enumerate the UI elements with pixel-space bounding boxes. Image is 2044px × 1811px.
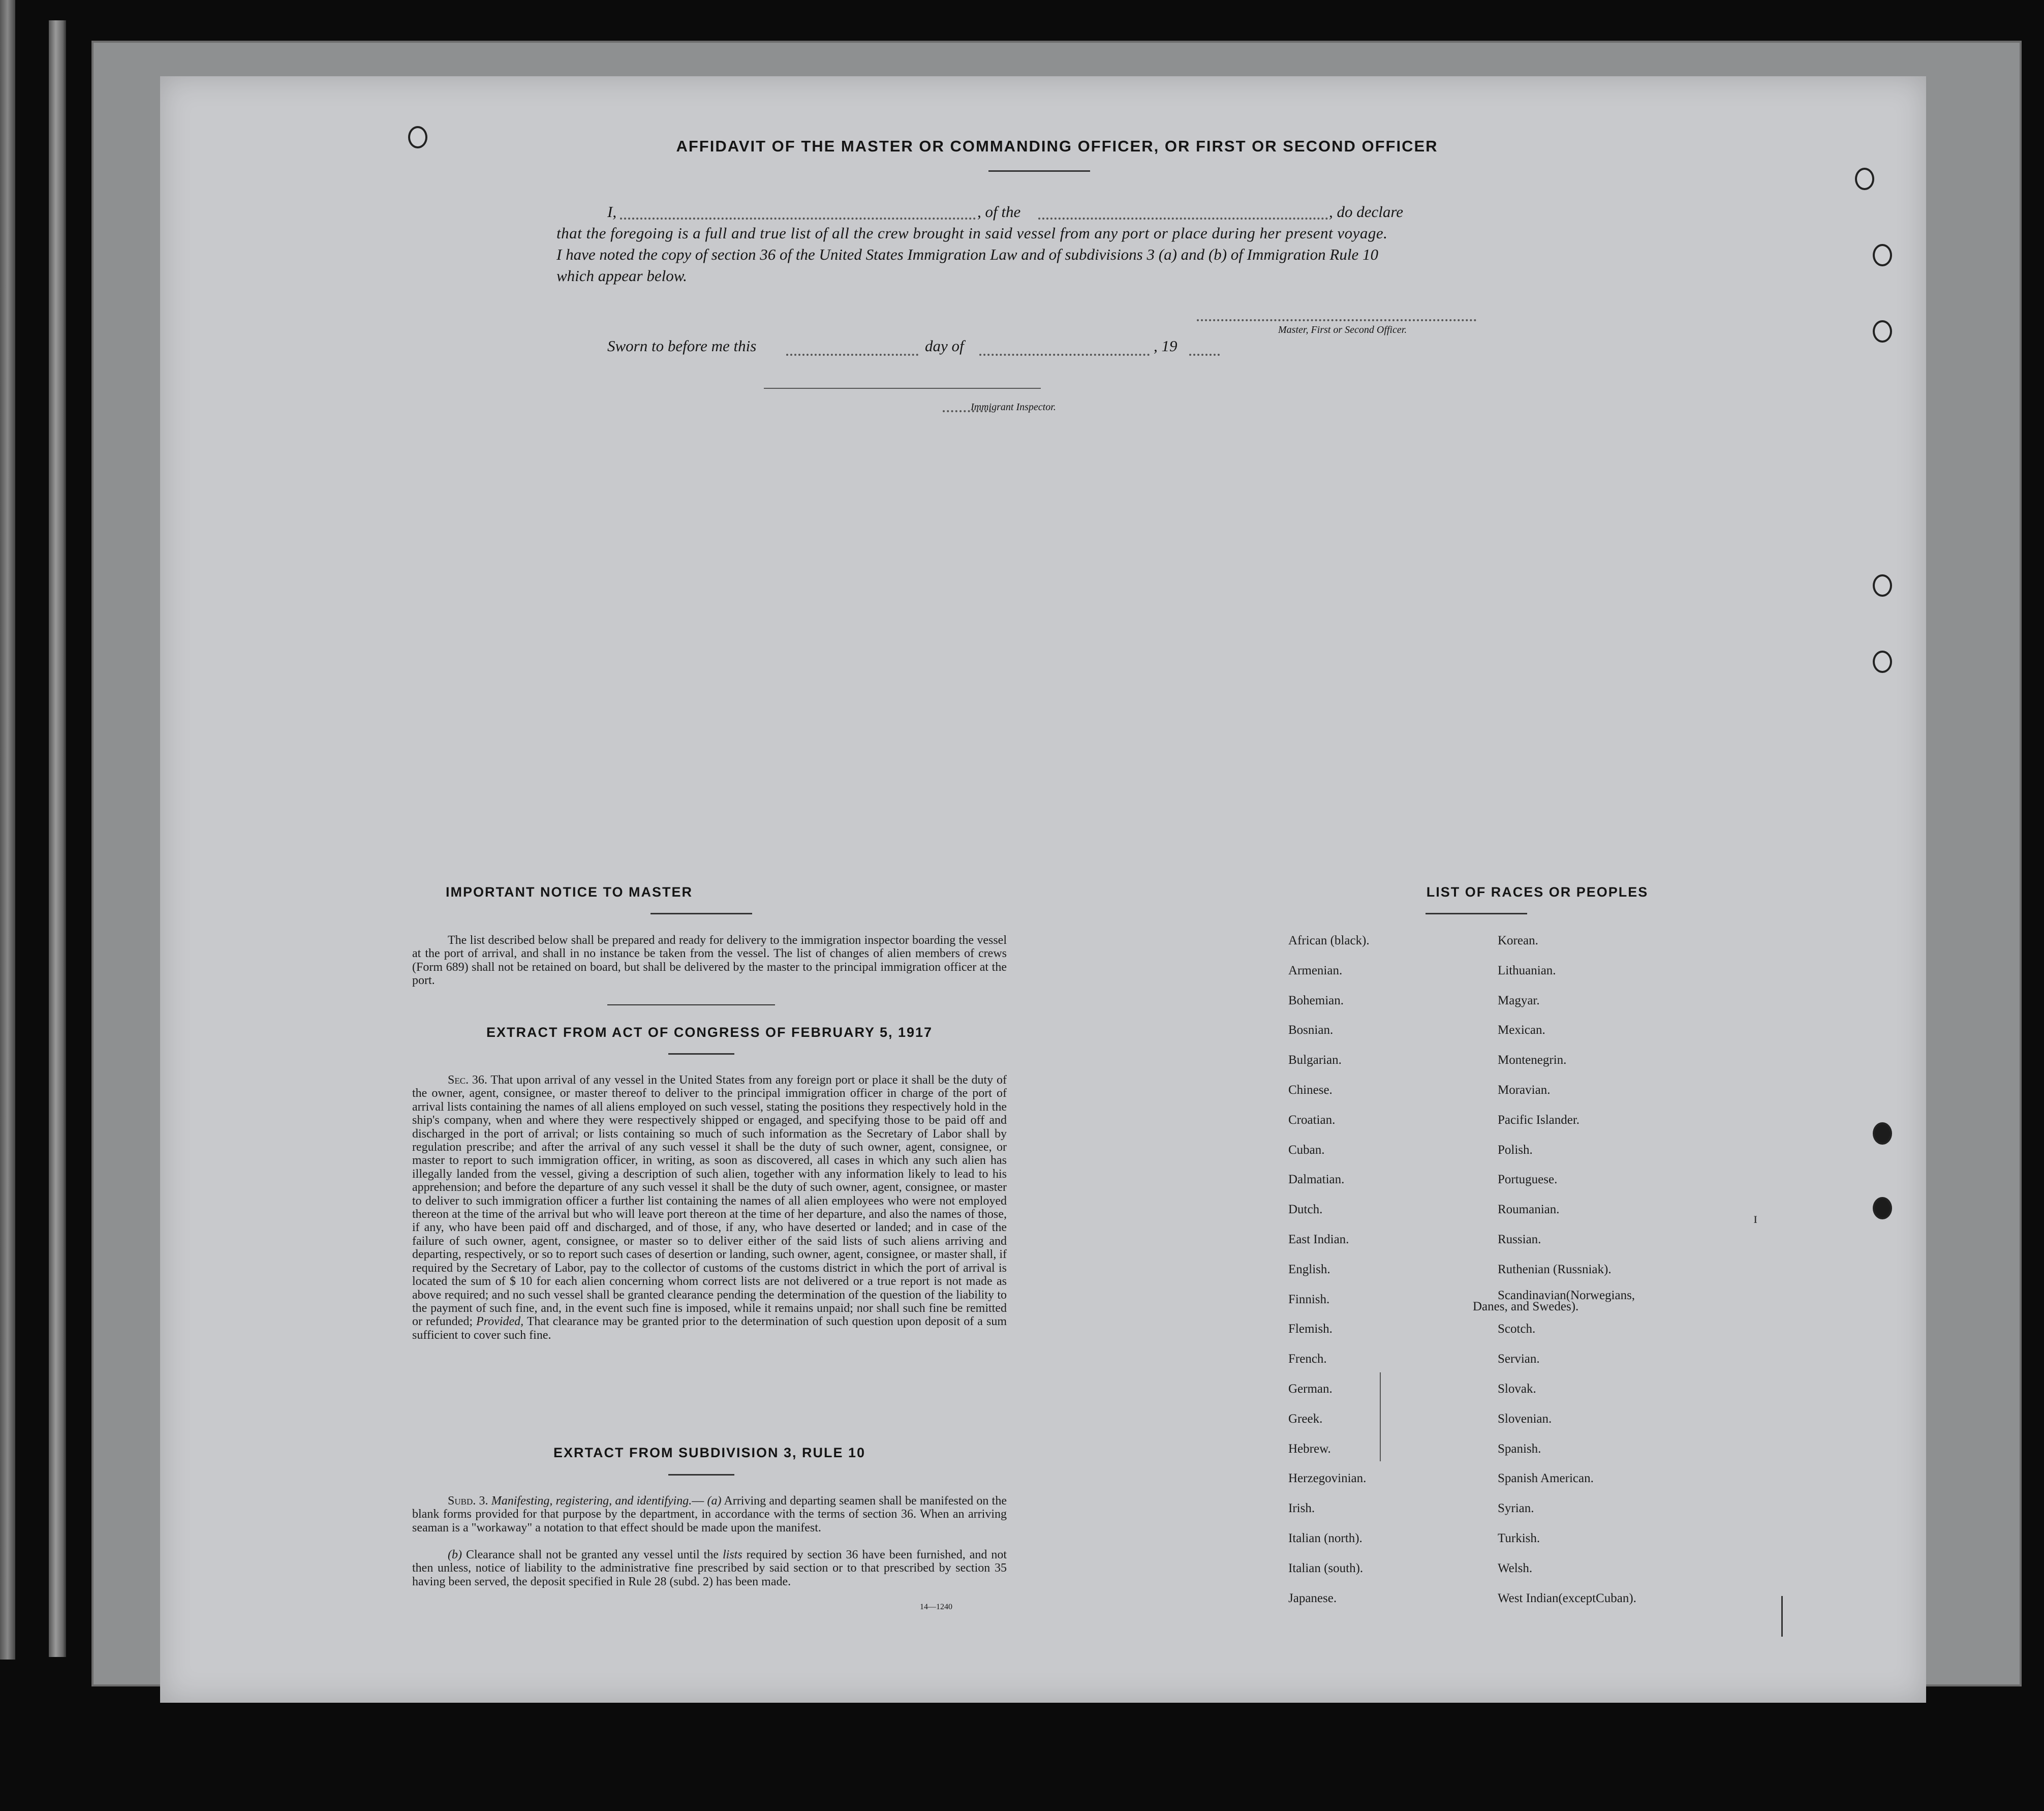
binding-hole-right-1 [1855,168,1874,190]
race-korean: Korean. [1498,934,1538,947]
year-label: , 19 [1154,337,1178,355]
race-finnish: Finnish. [1288,1292,1330,1306]
sworn-day-blank [786,354,918,356]
race-welsh: Welsh. [1498,1561,1533,1575]
race-slovenian: Slovenian. [1498,1411,1552,1426]
race-west-indian-exceptcuban: West Indian(exceptCuban). [1498,1591,1636,1605]
act-extract-rule [668,1053,734,1055]
sworn-year-blank [1189,354,1220,356]
affidavit-title: AFFIDAVIT OF THE MASTER OR COMMANDING OFFICER, OR FIRST OR SECOND OFFICER [676,137,1438,155]
notice-title-rule [651,913,752,914]
race-greek: Greek. [1288,1411,1323,1426]
affidavit-line-2: that the foregoing is a full and true list of all the crew brought in said vessel from any port or place during her present voyage. [556,224,1388,242]
day-of-label: day of [925,337,964,355]
race-cuban: Cuban. [1288,1143,1325,1157]
race-dutch: Dutch. [1288,1203,1323,1217]
subd-b-label: (b) [448,1548,462,1561]
race-german: German. [1288,1382,1333,1396]
rule-extract-title: EXRTACT FROM SUBDIVISION 3, RULE 10 [553,1445,866,1460]
affidavit-vessel-blank [1038,218,1328,220]
races-title-rule [1426,913,1527,914]
inspector-signature-line [764,388,1041,389]
race-bohemian: Bohemian. [1288,993,1344,1007]
race-roumanian: Roumanian. [1498,1203,1560,1217]
document-page [160,76,1926,1703]
master-signature-blank [1197,319,1476,321]
race-polish: Polish. [1498,1143,1533,1157]
race-italian-north: Italian (north). [1288,1531,1362,1545]
pencil-mark-corner [1781,1596,1783,1637]
race-magyar: Magyar. [1498,993,1540,1007]
subd-b-text-2: required by section 36 have been furnished, and not then unless, notice of liability to the administrative fine prescribed by said section or to that prescribed by section 35 having been served, the deposit specified in Rule 28 (subd. 2) has been made. [412,1548,1007,1588]
notice-end-rule [607,1004,775,1005]
sec-36-label: Sec. 36. [448,1073,487,1087]
race-mexican: Mexican. [1498,1023,1545,1037]
race-servian: Servian. [1498,1352,1540,1366]
subd-b-lists: lists [722,1548,742,1561]
race-bosnian: Bosnian. [1288,1023,1334,1037]
margin-mark: ɪ [1753,1210,1758,1226]
race-slovak: Slovak. [1498,1382,1536,1396]
race-armenian: Armenian. [1288,963,1343,977]
race-lithuanian: Lithuanian. [1498,963,1556,977]
binding-hole-right-7 [1873,1197,1892,1219]
race-croatian: Croatian. [1288,1113,1336,1127]
race-montenegrin: Montenegrin. [1498,1053,1567,1067]
binding-hole-right-6 [1873,1122,1892,1145]
subd-label: Subd. 3. [448,1494,488,1508]
race-russian: Russian. [1498,1233,1541,1246]
act-extract-title: EXTRACT FROM ACT OF CONGRESS OF FEBRUARY 5, 1917 [486,1025,933,1040]
race-bulgarian: Bulgarian. [1288,1053,1342,1067]
affidavit-of-the: , of the [977,203,1021,221]
master-signature-caption: Master, First or Second Officer. [1278,324,1407,335]
affidavit-i-label: I, [607,203,617,221]
provided-word: Provided, [476,1315,524,1329]
binding-hole-right-4 [1873,574,1892,597]
race-scotch: Scotch. [1498,1322,1536,1336]
race-african-black: African (black). [1288,934,1370,947]
sec-36-text-end: That clearance may be granted prior to the determination of such question upon deposit of a sum sufficient to cover such fine. [412,1315,1007,1342]
race-english: English. [1288,1262,1330,1276]
race-scandinavian-norwegians: Scandinavian(Norwegians, [1498,1288,1635,1302]
binding-hole-right-3 [1873,320,1892,343]
affidavit-title-rule [988,170,1090,172]
race-french: French. [1288,1352,1327,1366]
sworn-month-blank [979,354,1150,356]
race-hebrew: Hebrew. [1288,1441,1331,1456]
affidavit-name-blank [620,218,976,220]
subdivision-b [412,1548,1007,1588]
subd-a-label: (a) [707,1494,722,1508]
pencil-mark-vertical [1380,1372,1381,1461]
race-herzegovinian: Herzegovinian. [1288,1471,1367,1486]
subd-a-text: Arriving and departing seamen shall be manifested on the blank forms provided for that purpose by the department, in accordance with the terms of section 36. When an arriving seaman is a "workaway" a notation to that effect should be made upon the manifest. [412,1494,1007,1534]
rule-extract-rule [668,1474,734,1476]
race-moravian: Moravian. [1498,1083,1551,1097]
binding-hole-top-left [408,126,427,148]
affidavit-line-3: I have noted the copy of section 36 of the United States Immigration Law and of subdivisions 3 (a) and (b) of Immigration Rule 10 [556,245,1378,263]
sworn-label: Sworn to before me this [607,337,757,355]
binding-hole-right-5 [1873,651,1892,673]
race-scandinavian-continuation: Danes, and Swedes). [1473,1300,1579,1313]
act-extract-body [412,1073,1007,1342]
notice-title: IMPORTANT NOTICE TO MASTER [446,884,693,900]
races-title: LIST OF RACES OR PEOPLES [1426,884,1649,900]
race-turkish: Turkish. [1498,1531,1540,1545]
race-japanese: Japanese. [1288,1591,1337,1605]
race-chinese: Chinese. [1288,1083,1333,1097]
notice-body: The list described below shall be prepared and ready for delivery to the immigration inspector boarding the vessel at the port of arrival, and shall in no instance be taken from the vessel. The list of changes of alien members of crews (Form 689) shall not be retained on board, but shall be delivered by the master to the principal immigration officer at the port. [412,934,1007,988]
inspector-caption: Immigrant Inspector. [971,402,1056,413]
subdivision-a: Subd. 3. Manifesting, registering, and identifying.— (a) Arriving and departing seamen shall be manifested on the blank forms provided for that purpose by the department, in accordance with the terms of section 36. When an arriving seaman is a "workaway" a notation to that effect should be made upon the manifest. [412,1494,1007,1534]
binding-hole-right-2 [1873,244,1892,266]
race-pacific-islander: Pacific Islander. [1498,1113,1580,1127]
race-irish: Irish. [1288,1501,1315,1516]
race-spanish-american: Spanish American. [1498,1471,1594,1486]
race-ruthenian-russniak: Ruthenian (Russniak). [1498,1262,1612,1276]
film-edge-strip [49,20,66,1657]
race-italian-south: Italian (south). [1288,1561,1364,1575]
race-spanish: Spanish. [1498,1441,1541,1456]
affidavit-line-4: which appear below. [556,267,687,285]
sec-36-text: That upon arrival of any vessel in the United States from any foreign port or place it shall be the duty of the owner, agent, consignee, or master thereof to deliver to the principal immigration officer in charge of the port of arrival lists containing the names of all aliens employed on such vessel, stating the positions they respectively hold in the ship's company, when and where they were respectively shipped or engaged, and specifying those to be paid off and discharged in the port of arrival; or lists containing so much of such information as the Secretary of Labor shall by regulation prescribe; and after the arrival of any such vessel it shall be the duty of such owner, agent, consignee, or master to report to such immigration officer, in writing, as soon as discovered, all cases in which any such alien has illegally landed from the vessel, giving a description of such alien, together with any information likely to lead to his apprehension; and before the departure of any such vessel it shall be the duty of such owner, agent, consignee, or master to deliver to such immigration officer a further list containing the names of all alien employees who were not employed thereon at the time of the arrival but who will leave port thereon at the time of her departure, and also the names of those, if any, who have been paid off and discharged, and of those, if any, who have deserted or landed; and in case of the failure of such owner, agent, consignee, or master so to deliver either of the said lists of such aliens arriving and departing, respectively, or so to report such cases of desertion or landing, such owner, agent, consignee, or master shall, if required by the Secretary of Labor, pay to the collector of customs of the customs district in which the port of arrival is located the sum of $ 10 for each alien concerning whom correct lists are not delivered or a true report is not made as above required; and no such vessel shall be granted clearance pending the determination of the question of the liability to the payment of such fine, and, in the event such fine is imposed, while it remains unpaid; nor shall such fine be remitted or refunded; [412,1073,1007,1329]
subd-title: Manifesting, registering, and identifying. [491,1494,692,1508]
form-number: 14—1240 [920,1603,952,1611]
affidavit-do-declare: , do declare [1329,203,1404,221]
film-edge-left [0,0,15,1660]
subd-b-text-1: Clearance shall not be granted any vessel until the [466,1548,719,1561]
race-east-indian: East Indian. [1288,1233,1349,1246]
race-portuguese: Portuguese. [1498,1173,1558,1187]
race-syrian: Syrian. [1498,1501,1534,1516]
race-dalmatian: Dalmatian. [1288,1173,1345,1187]
race-flemish: Flemish. [1288,1322,1333,1336]
